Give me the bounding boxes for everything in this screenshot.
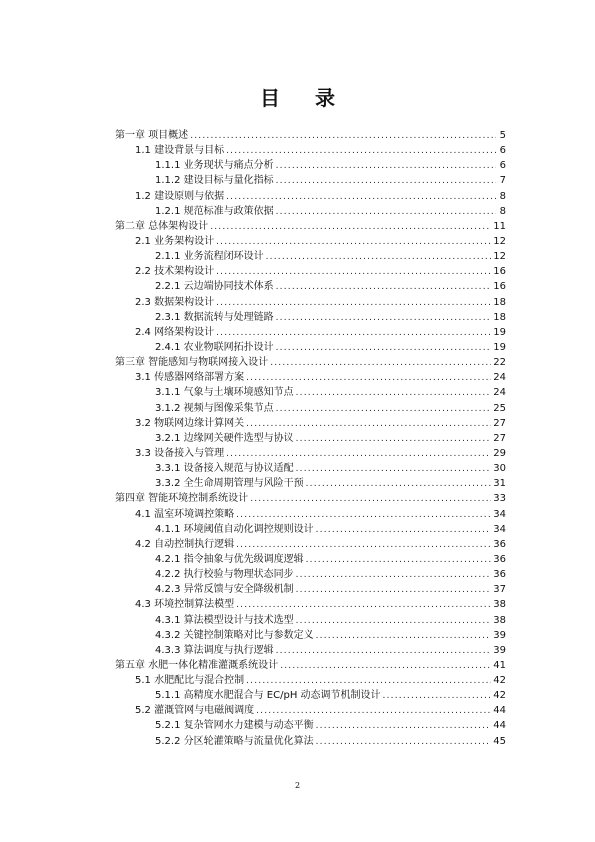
- toc-entry-level-3[interactable]: [115, 310, 506, 325]
- toc-entry-label: 1.1.2 建设目标与量化指标: [155, 175, 274, 187]
- toc-entry-page-number: 18: [493, 311, 506, 323]
- toc-entry-label: 1.1 建设背景与目标: [135, 145, 225, 157]
- dot-leader: [226, 190, 496, 205]
- toc-entry-page-number: 25: [493, 402, 506, 414]
- toc-entry-label: 2.1 业务架构设计: [135, 235, 215, 247]
- toc-entry-label: 2.4.1 农业物联网拓扑设计: [155, 341, 274, 353]
- toc-entry-page-number: 44: [493, 705, 506, 717]
- toc-entry-label: 2.3 数据架构设计: [135, 296, 215, 308]
- toc-entry-page-number: 45: [493, 735, 506, 747]
- toc-entry-label: 2.2.1 云边端协同技术体系: [155, 281, 274, 293]
- toc-entry-label: 4.1 温室环境调控策略: [135, 508, 235, 520]
- dot-leader: [210, 220, 491, 235]
- dot-leader: [316, 629, 492, 644]
- toc-entry-page-number: 38: [493, 614, 506, 626]
- toc-entry-page-number: 30: [493, 463, 506, 475]
- page-number: 2: [294, 781, 301, 790]
- toc-entry-label: 4.2.1 指令抽象与优先级调度逻辑: [155, 553, 304, 565]
- toc-entry-level-3[interactable]: [115, 643, 506, 658]
- toc-entry-label: 5.2.2 分区轮灌策略与流量优化算法: [155, 735, 314, 747]
- toc-entry-page-number: 27: [493, 417, 506, 429]
- toc-entry-level-2[interactable]: [115, 597, 506, 612]
- toc-entry-page-number: 19: [493, 326, 506, 338]
- toc-entry-level-2[interactable]: [115, 234, 506, 249]
- toc-entry-level-2[interactable]: [115, 507, 506, 522]
- toc-entry-page-number: 38: [493, 599, 506, 611]
- toc-entry-page-number: 44: [493, 720, 506, 732]
- toc-entry-level-2[interactable]: [115, 537, 506, 552]
- toc-entry-page-number: 22: [493, 357, 506, 369]
- toc-entry-level-1[interactable]: [115, 128, 506, 143]
- toc-entry-level-3[interactable]: [115, 734, 506, 749]
- dot-leader: [250, 492, 491, 507]
- toc-entry-label: 4.2 自动控制执行逻辑: [135, 538, 235, 550]
- toc-entry-level-2[interactable]: [115, 325, 506, 340]
- dot-leader: [296, 568, 492, 583]
- dot-leader: [236, 508, 491, 523]
- toc-entry-label: 第三章 智能感知与物联网接入设计: [115, 357, 269, 369]
- dot-leader: [276, 341, 492, 356]
- toc-entry-level-3[interactable]: [115, 279, 506, 294]
- toc-entry-level-3[interactable]: [115, 461, 506, 476]
- toc-entry-page-number: 16: [493, 281, 506, 293]
- toc-entry-label: 3.3 设备接入与管理: [135, 447, 225, 459]
- dot-leader: [226, 447, 491, 462]
- toc-entry-label: 4.2.2 执行校验与物理状态同步: [155, 569, 294, 581]
- dot-leader: [256, 704, 491, 719]
- toc-entry-page-number: 34: [493, 508, 506, 520]
- toc-entry-level-2[interactable]: [115, 703, 506, 718]
- toc-entry-page-number: 6: [499, 160, 506, 172]
- dot-leader: [296, 432, 492, 447]
- toc-entry-label: 2.4 网络架构设计: [135, 326, 215, 338]
- dot-leader: [216, 265, 491, 280]
- toc-entry-page-number: 31: [493, 478, 506, 490]
- toc-entry-level-2[interactable]: [115, 143, 506, 158]
- toc-entry-page-number: 12: [493, 235, 506, 247]
- toc-entry-page-number: 19: [493, 341, 506, 353]
- dot-leader: [276, 402, 492, 417]
- toc-entry-level-1[interactable]: [115, 219, 506, 234]
- toc-entry-page-number: 27: [493, 432, 506, 444]
- dot-leader: [276, 205, 496, 220]
- dot-leader: [276, 280, 492, 295]
- toc-entry-level-2[interactable]: [115, 295, 506, 310]
- toc-entry-page-number: 39: [493, 644, 506, 656]
- toc-entry-page-number: 6: [499, 145, 506, 157]
- toc-entry-label: 5.2 灌溉管网与电磁阀调度: [135, 705, 255, 717]
- toc-entry-label: 4.2.3 异常反馈与安全降级机制: [155, 584, 294, 596]
- toc-entry-level-3[interactable]: [115, 204, 506, 219]
- toc-entry-level-3[interactable]: [115, 385, 506, 400]
- toc-entry-page-number: 16: [493, 266, 506, 278]
- toc-entry-level-2[interactable]: [115, 673, 506, 688]
- toc-entry-level-1[interactable]: [115, 355, 506, 370]
- toc-entry-level-2[interactable]: [115, 189, 506, 204]
- toc-entry-level-3[interactable]: [115, 401, 506, 416]
- toc-entry-page-number: 24: [493, 372, 506, 384]
- toc-entry-label: 2.2 技术架构设计: [135, 266, 215, 278]
- dot-leader: [316, 523, 492, 538]
- dot-leader: [296, 583, 492, 598]
- toc-entry-page-number: 24: [493, 387, 506, 399]
- dot-leader: [383, 689, 492, 704]
- dot-leader: [246, 417, 491, 432]
- toc-entry-label: 1.1.1 业务现状与痛点分析: [155, 160, 274, 172]
- toc-entry-label: 3.2 物联网边缘计算网关: [135, 417, 245, 429]
- toc-entry-label: 3.1.1 气象与土壤环境感知节点: [155, 387, 294, 399]
- toc-entry-page-number: 29: [493, 447, 506, 459]
- toc-entry-label: 4.1.1 环境阈值自动化调控规则设计: [155, 523, 314, 535]
- dot-leader: [296, 462, 492, 477]
- toc-entry-page-number: 42: [493, 690, 506, 702]
- dot-leader: [276, 644, 492, 659]
- toc-entry-page-number: 8: [499, 190, 506, 202]
- toc-entry-level-3[interactable]: [115, 688, 506, 703]
- toc-entry-label: 第四章 智能环境控制系统设计: [115, 493, 249, 505]
- toc-entry-level-3[interactable]: [115, 613, 506, 628]
- toc-entry-level-2[interactable]: [115, 446, 506, 461]
- dot-leader: [296, 386, 492, 401]
- toc-entry-level-3[interactable]: [115, 476, 506, 491]
- toc-entry-label: 3.2.1 边缘网关硬件选型与协议: [155, 432, 294, 444]
- toc-entry-level-3[interactable]: [115, 340, 506, 355]
- toc-entry-page-number: 18: [493, 296, 506, 308]
- toc-entry-label: 3.3.2 全生命周期管理与风险干预: [155, 478, 304, 490]
- toc-entry-label: 第五章 水肥一体化精准灌溉系统设计: [115, 659, 279, 671]
- toc-entry-level-3[interactable]: [115, 628, 506, 643]
- toc-entry-label: 4.3 环境控制算法模型: [135, 599, 235, 611]
- toc-entry-level-3[interactable]: [115, 567, 506, 582]
- dot-leader: [316, 735, 492, 750]
- toc-entry-page-number: 41: [493, 659, 506, 671]
- toc-entry-label: 5.1.1 高精度水肥混合与 EC/pH 动态调节机制设计: [155, 690, 381, 702]
- toc-entry-label: 2.3.1 数据流转与处理链路: [155, 311, 274, 323]
- toc-entry-page-number: 11: [493, 220, 506, 232]
- dot-leader: [216, 326, 491, 341]
- toc-entry-label: 4.3.2 关键控制策略对比与参数定义: [155, 629, 314, 641]
- toc-entry-label: 4.3.1 算法模型设计与技术选型: [155, 614, 294, 626]
- toc-entry-page-number: 34: [493, 523, 506, 535]
- toc-entry-page-number: 8: [499, 205, 506, 217]
- toc-entry-label: 4.3.3 算法调度与执行逻辑: [155, 644, 274, 656]
- dot-leader: [216, 296, 491, 311]
- dot-leader: [276, 311, 492, 326]
- toc-entry-page-number: 7: [499, 175, 506, 187]
- dot-leader: [236, 598, 491, 613]
- dot-leader: [306, 553, 492, 568]
- dot-leader: [216, 235, 491, 250]
- dot-leader: [280, 659, 491, 674]
- toc-entry-level-3[interactable]: [115, 552, 506, 567]
- toc-entry-page-number: 12: [493, 251, 506, 263]
- table-of-contents: [115, 128, 506, 749]
- dot-leader: [190, 129, 496, 144]
- toc-entry-level-3[interactable]: [115, 582, 506, 597]
- toc-entry-label: 5.2.1 复杂管网水力建模与动态平衡: [155, 720, 314, 732]
- dot-leader: [266, 250, 492, 265]
- toc-entry-label: 1.2.1 规范标准与政策依据: [155, 205, 274, 217]
- toc-entry-label: 1.2 建设原则与依据: [135, 190, 225, 202]
- toc-entry-page-number: 36: [493, 569, 506, 581]
- toc-entry-label: 3.3.1 设备接入规范与协议适配: [155, 463, 294, 475]
- dot-leader: [226, 144, 496, 159]
- dot-leader: [236, 538, 491, 553]
- toc-entry-page-number: 39: [493, 629, 506, 641]
- toc-entry-page-number: 36: [493, 538, 506, 550]
- toc-entry-level-3[interactable]: [115, 522, 506, 537]
- toc-entry-label: 第一章 项目概述: [115, 130, 189, 141]
- toc-entry-level-2[interactable]: [115, 370, 506, 385]
- toc-entry-label: 3.1 传感器网络部署方案: [135, 372, 245, 384]
- toc-entry-level-3[interactable]: [115, 431, 506, 446]
- toc-title: 目 录: [260, 86, 349, 110]
- toc-entry-page-number: 36: [493, 553, 506, 565]
- toc-entry-level-1[interactable]: [115, 491, 506, 506]
- toc-entry-level-1[interactable]: [115, 658, 506, 673]
- toc-entry-label: 第二章 总体架构设计: [115, 220, 209, 232]
- dot-leader: [296, 614, 492, 629]
- dot-leader: [246, 674, 491, 689]
- toc-entry-page-number: 42: [493, 675, 506, 687]
- toc-entry-label: 3.1.2 视频与图像采集节点: [155, 402, 274, 414]
- toc-entry-level-3[interactable]: [115, 158, 506, 173]
- toc-entry-level-3[interactable]: [115, 173, 506, 188]
- toc-entry-level-2[interactable]: [115, 264, 506, 279]
- toc-entry-page-number: 37: [493, 584, 506, 596]
- toc-entry-label: 2.1.1 业务流程闭环设计: [155, 251, 264, 263]
- dot-leader: [316, 719, 492, 734]
- toc-entry-level-2[interactable]: [115, 416, 506, 431]
- dot-leader: [270, 356, 491, 371]
- dot-leader: [276, 174, 496, 189]
- toc-entry-level-3[interactable]: [115, 249, 506, 264]
- toc-entry-level-3[interactable]: [115, 718, 506, 733]
- dot-leader: [306, 477, 492, 492]
- toc-entry-label: 5.1 水肥配比与混合控制: [135, 675, 245, 687]
- toc-entry-page-number: 5: [499, 130, 506, 141]
- dot-leader: [276, 159, 496, 174]
- toc-entry-page-number: 33: [493, 493, 506, 505]
- dot-leader: [246, 371, 491, 386]
